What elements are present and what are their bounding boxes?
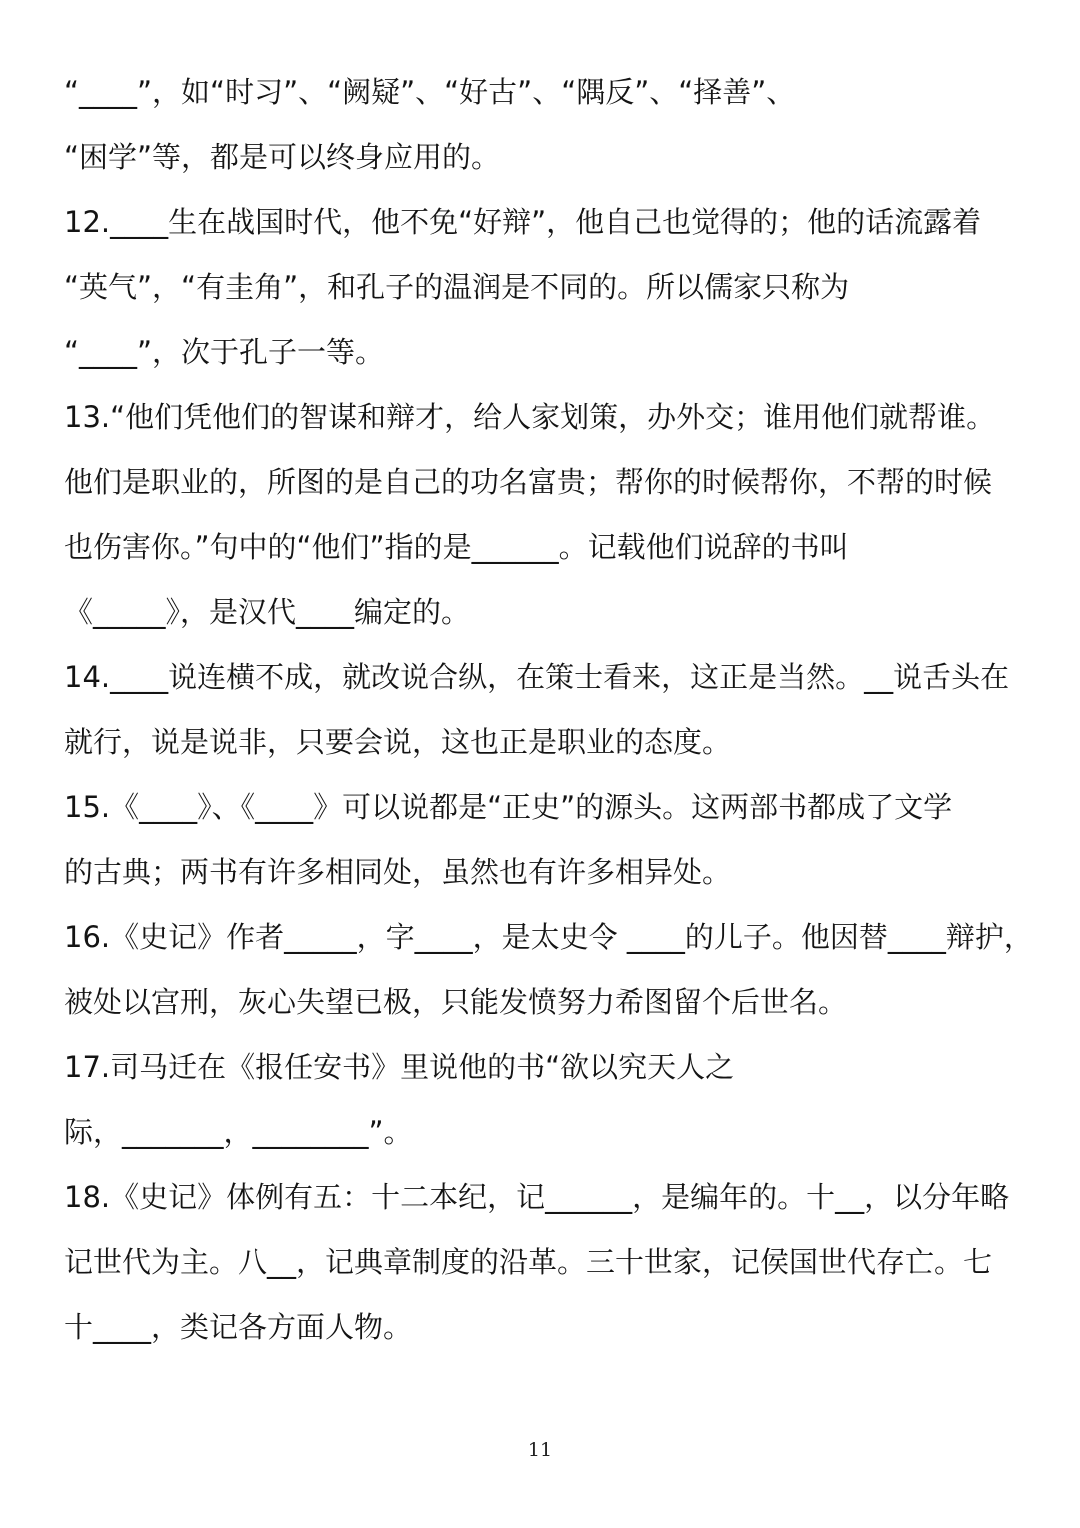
question-12-line: 12.____生在战国时代，他不免“好辩”，他自己也觉得的；他的话流露着 <box>64 205 982 239</box>
question-15-line: 15.《____》、《____》可以说都是“正史”的源头。这两部书都成了文学 <box>64 790 953 824</box>
question-13-line: 13.“他们凭他们的智谋和辩才，给人家划策，办外交；谁用他们就帮谁。 <box>64 400 996 434</box>
text-line: 《_____》，是汉代____编定的。 <box>64 595 471 629</box>
question-18-line: 18.《史记》体例有五：十二本纪，记______，是编年的。十__，以分年略 <box>64 1180 1010 1214</box>
text-line: 的古典；两书有许多相同处，虽然也有许多相异处。 <box>64 855 732 889</box>
text-line: “____”，如“时习”、“阙疑”、“好古”、“隅反”、“择善”、 <box>64 75 796 109</box>
text-line: 他们是职业的，所图的是自己的功名富贵；帮你的时候帮你，不帮的时候 <box>64 465 993 499</box>
question-17-line: 17.司马迁在《报任安书》里说他的书“欲以究天人之 <box>64 1050 735 1084</box>
text-line: 记世代为主。八__，记典章制度的沿革。三十世家，记侯国世代存亡。七 <box>64 1245 993 1279</box>
text-line: “____”，次于孔子一等。 <box>64 335 385 369</box>
text-line: 十____，类记各方面人物。 <box>64 1310 413 1344</box>
text-line: “困学”等，都是可以终身应用的。 <box>64 140 501 174</box>
question-14-line: 14.____说连横不成，就改说合纵，在策士看来，这正是当然。__说舌头在 <box>64 660 1010 694</box>
question-16-line: 16.《史记》作者_____，字____，是太史令 ____的儿子。他因替____辩护， <box>64 920 1033 954</box>
text-line: “英气”，“有圭角”，和孔子的温润是不同的。所以儒家只称为 <box>64 270 850 304</box>
page-number: 11 <box>527 1439 553 1461</box>
text-line: 也伤害你。”句中的“他们”指的是______。记载他们说辞的书叫 <box>64 530 849 564</box>
text-line: 被处以宫刑，灰心失望已极，只能发愤努力希图留个后世名。 <box>64 985 848 1019</box>
text-line: 就行，说是说非，只要会说，这也正是职业的态度。 <box>64 725 732 759</box>
text-line: 际，_______，________”。 <box>64 1115 413 1149</box>
